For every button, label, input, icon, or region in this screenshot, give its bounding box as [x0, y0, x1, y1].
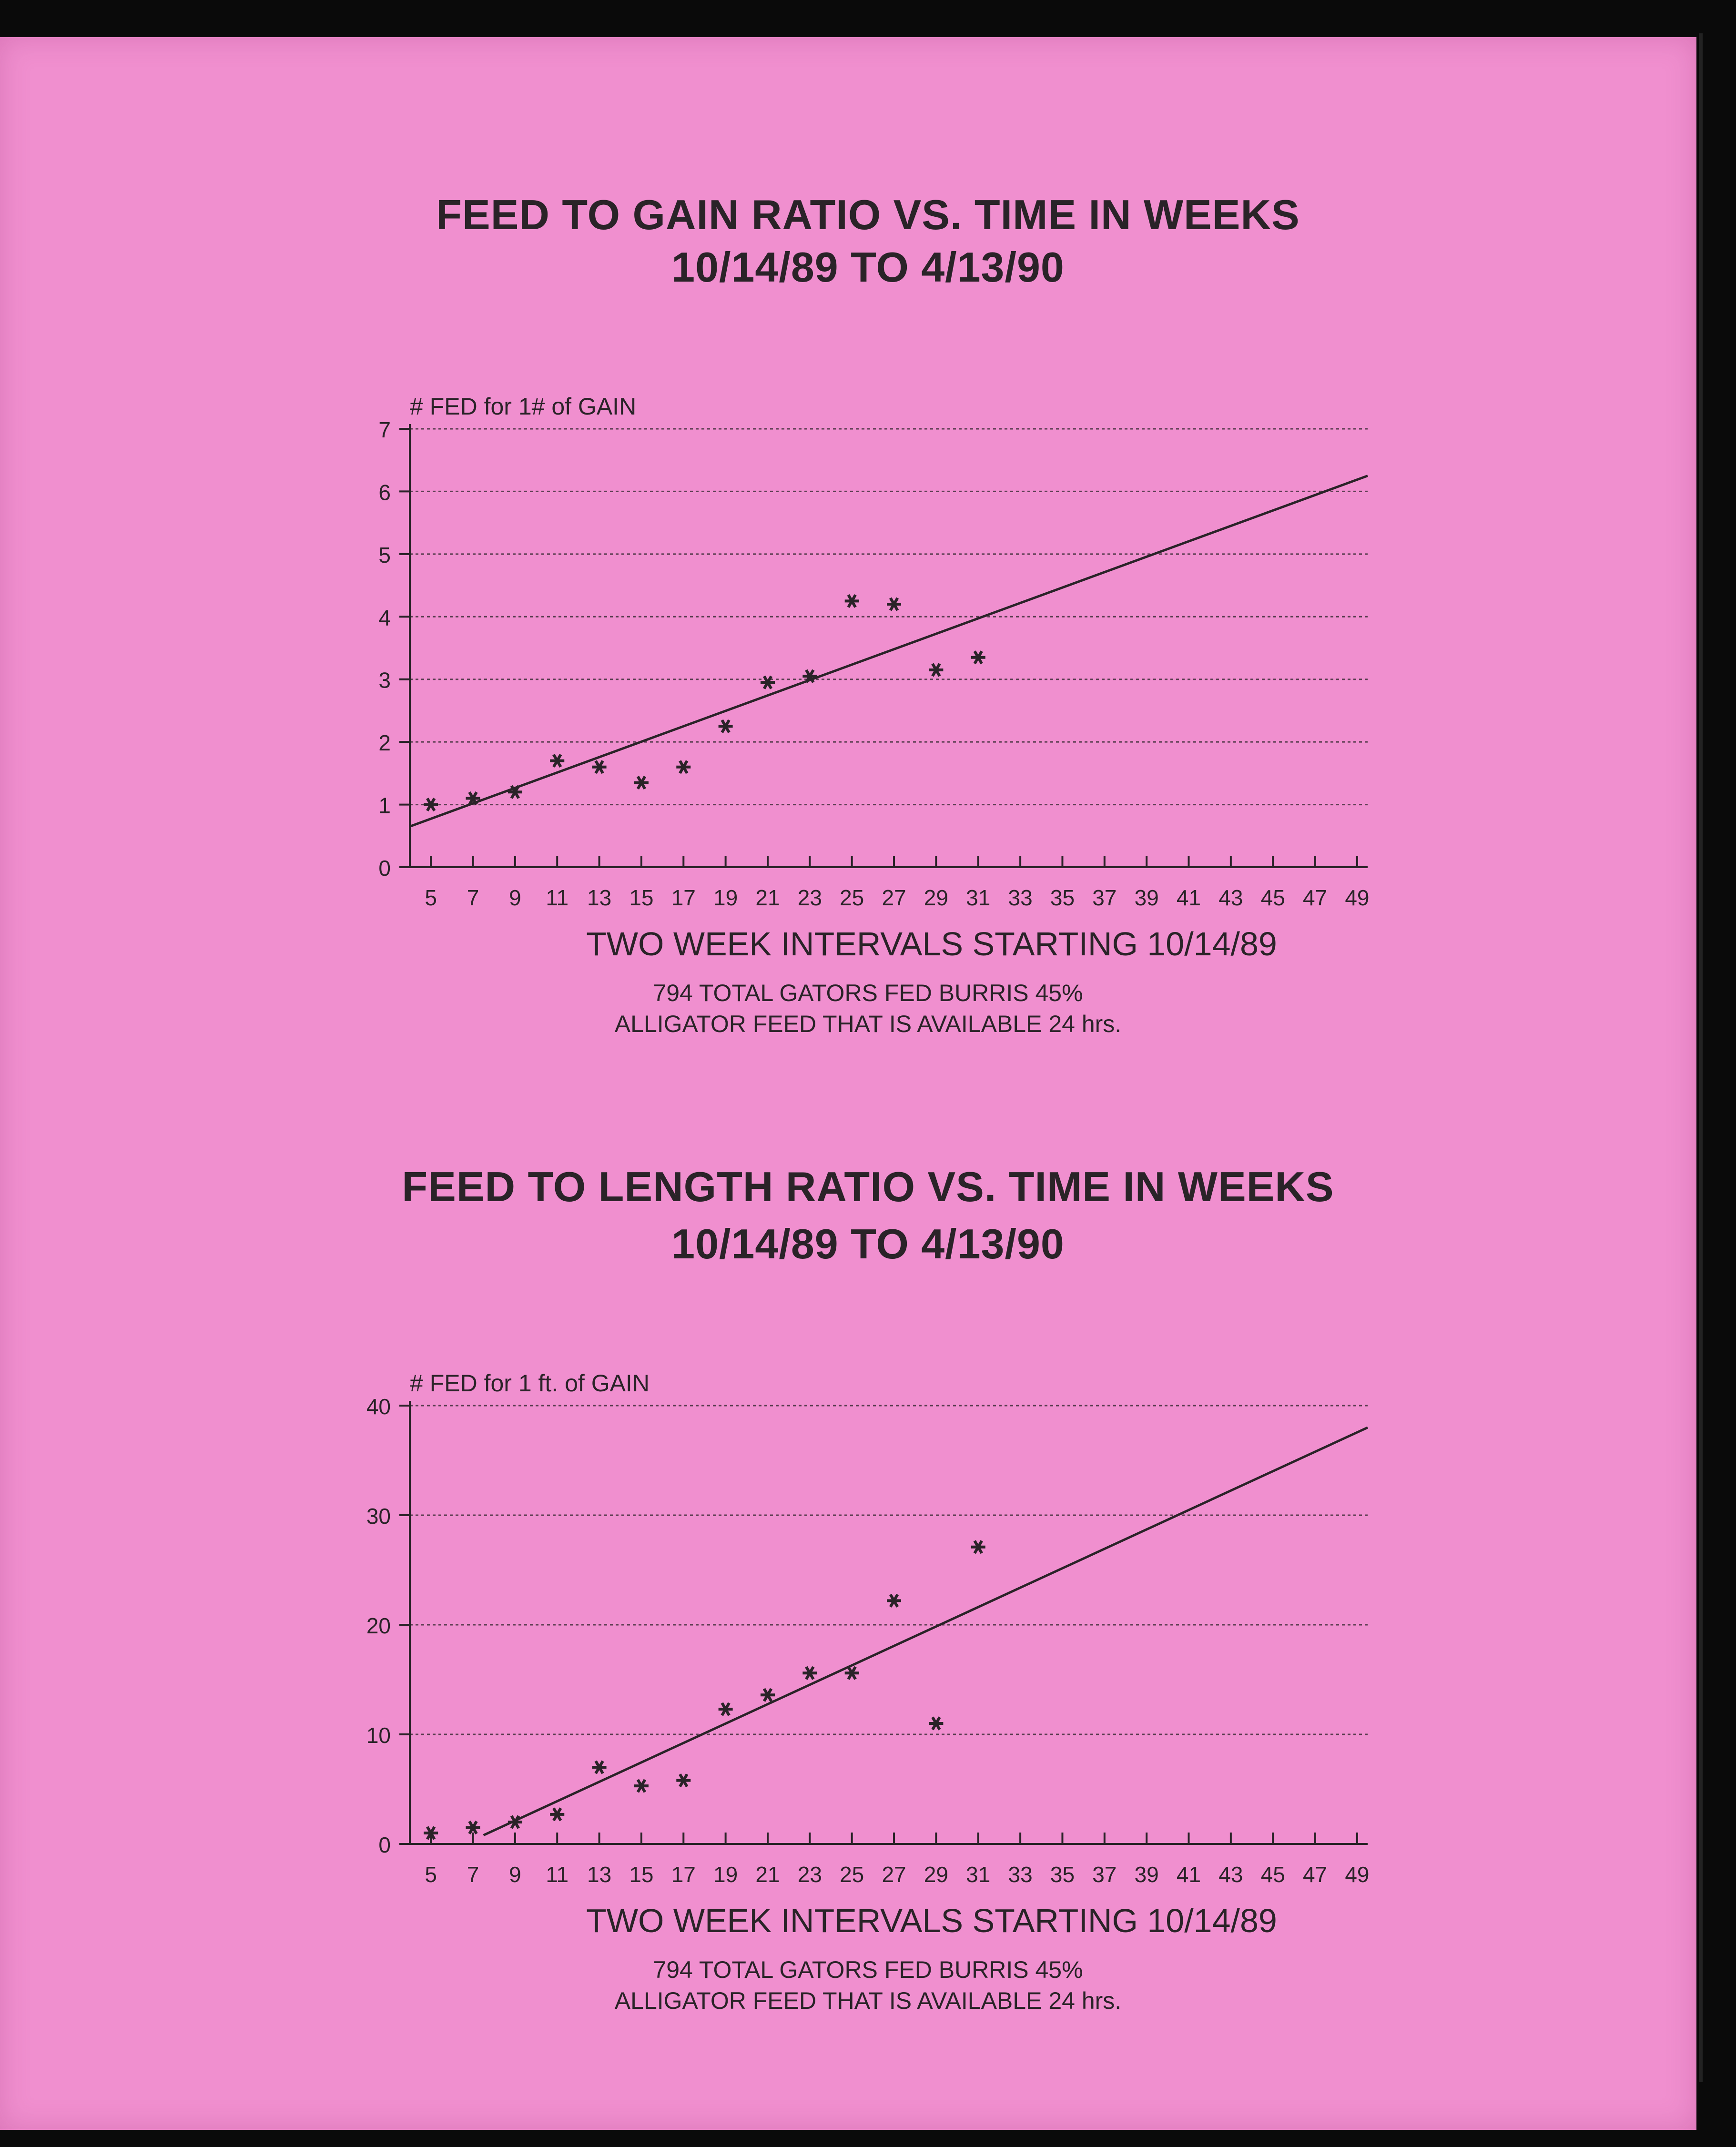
chart1-subtitle: 10/14/89 TO 4/13/90 — [671, 243, 1065, 291]
chart2-title: FEED TO LENGTH RATIO VS. TIME IN WEEKS — [402, 1163, 1334, 1210]
chart1-data-point — [971, 651, 985, 664]
chart2-x-tick-label: 39 — [1134, 1862, 1159, 1887]
chart2-data-point — [676, 1774, 690, 1787]
chart2-x-tick-label: 15 — [629, 1862, 654, 1887]
chart1-x-tick-label: 23 — [797, 885, 822, 910]
chart1-x-tick-label: 17 — [671, 885, 696, 910]
chart2-x-axis-label: TWO WEEK INTERVALS STARTING 10/14/89 — [586, 1902, 1277, 1939]
chart1-x-tick-label: 31 — [966, 885, 991, 910]
chart1-note-line1: 794 TOTAL GATORS FED BURRIS 45% — [653, 980, 1083, 1006]
chart2-y-axis-label: # FED for 1 ft. of GAIN — [410, 1370, 650, 1397]
chart1-title: FEED TO GAIN RATIO VS. TIME IN WEEKS — [436, 191, 1300, 238]
chart1-y-tick-label: 1 — [378, 793, 391, 818]
chart2-note-line1: 794 TOTAL GATORS FED BURRIS 45% — [653, 1956, 1083, 1983]
chart2-data-point — [550, 1808, 564, 1821]
chart2-x-tick-label: 41 — [1176, 1862, 1201, 1887]
chart1-x-tick-label: 5 — [425, 885, 437, 910]
chart1-x-tick-label: 49 — [1345, 885, 1370, 910]
chart1-x-tick-label: 25 — [840, 885, 864, 910]
chart1-x-tick-label: 21 — [755, 885, 780, 910]
chart1-x-tick-label: 7 — [467, 885, 479, 910]
chart1-y-tick-label: 7 — [378, 417, 391, 442]
chart2-x-tick-label: 13 — [587, 1862, 612, 1887]
chart2-x-tick-label: 31 — [966, 1862, 991, 1887]
chart2-y-tick-label: 20 — [366, 1613, 391, 1638]
chart2-x-tick-label: 9 — [509, 1862, 521, 1887]
chart1-y-tick-label: 2 — [378, 730, 391, 756]
chart1-x-tick-label: 19 — [713, 885, 738, 910]
chart1-data-point — [845, 595, 859, 607]
chart2-x-tick-label: 27 — [882, 1862, 906, 1887]
chart1-x-tick-label: 45 — [1260, 885, 1285, 910]
feed-to-gain-chart — [0, 372, 1736, 972]
chart1-x-tick-label: 15 — [629, 885, 654, 910]
chart2-y-tick-label: 0 — [378, 1833, 391, 1857]
chart1-x-tick-label: 47 — [1302, 885, 1328, 910]
chart1-trendline — [410, 476, 1368, 827]
chart2-data-point — [971, 1541, 985, 1553]
chart2-data-point — [802, 1667, 817, 1679]
chart1-note-line2: ALLIGATOR FEED THAT IS AVAILABLE 24 hrs. — [614, 1011, 1122, 1037]
chart1-x-tick-label: 43 — [1218, 885, 1243, 910]
chart2-x-tick-label: 47 — [1302, 1862, 1328, 1887]
chart2-data-point — [761, 1689, 775, 1701]
chart2-x-tick-label: 17 — [671, 1862, 696, 1887]
chart1-x-tick-label: 29 — [924, 885, 948, 910]
chart2-data-point — [634, 1780, 649, 1792]
chart1-data-point — [761, 676, 775, 689]
chart1-data-point — [634, 777, 649, 789]
chart1-y-tick-label: 5 — [378, 542, 391, 567]
chart2-x-tick-label: 49 — [1345, 1862, 1370, 1887]
chart2-y-tick-label: 40 — [366, 1394, 391, 1419]
chart2-x-tick-label: 43 — [1218, 1862, 1243, 1887]
chart2-x-tick-label: 11 — [546, 1862, 569, 1887]
chart1-x-tick-label: 35 — [1050, 885, 1075, 910]
chart2-subtitle: 10/14/89 TO 4/13/90 — [671, 1220, 1065, 1267]
chart1-x-tick-label: 11 — [546, 885, 569, 910]
chart1-y-tick-label: 3 — [378, 668, 391, 693]
chart2-x-tick-label: 23 — [797, 1862, 822, 1887]
chart1-data-point — [887, 598, 901, 610]
chart2-y-tick-label: 30 — [366, 1504, 391, 1529]
chart1-x-axis-label: TWO WEEK INTERVALS STARTING 10/14/89 — [586, 925, 1277, 962]
chart2-trendline — [484, 1428, 1368, 1835]
chart1-x-tick-label: 39 — [1134, 885, 1159, 910]
chart1-x-tick-label: 27 — [882, 885, 906, 910]
chart1-data-point — [424, 799, 438, 811]
chart2-x-tick-label: 37 — [1092, 1862, 1117, 1887]
chart1-x-tick-label: 41 — [1176, 885, 1201, 910]
chart2-note-line2: ALLIGATOR FEED THAT IS AVAILABLE 24 hrs. — [614, 1987, 1122, 2014]
chart2-data-point — [466, 1822, 480, 1834]
chart2-y-tick-label: 10 — [366, 1723, 391, 1748]
chart1-data-point — [550, 755, 564, 767]
chart1-y-tick-label: 0 — [378, 856, 391, 881]
chart2-data-point — [592, 1761, 607, 1773]
chart1-data-point — [676, 761, 690, 773]
chart1-data-point — [929, 664, 943, 676]
chart2-x-tick-label: 7 — [467, 1862, 479, 1887]
chart2-x-tick-label: 45 — [1260, 1862, 1285, 1887]
chart2-data-point — [887, 1594, 901, 1607]
chart1-x-tick-label: 9 — [509, 885, 521, 910]
chart1-y-tick-label: 4 — [378, 605, 391, 630]
chart2-x-tick-label: 33 — [1008, 1862, 1033, 1887]
chart2-x-tick-label: 21 — [755, 1862, 780, 1887]
chart2-x-tick-label: 19 — [713, 1862, 738, 1887]
chart1-data-point — [592, 761, 607, 773]
chart2-x-tick-label: 25 — [840, 1862, 864, 1887]
chart2-data-point — [929, 1717, 943, 1730]
chart1-x-tick-label: 37 — [1092, 885, 1117, 910]
feed-to-length-chart — [0, 1348, 1736, 1949]
chart2-x-tick-label: 35 — [1050, 1862, 1075, 1887]
chart2-data-point — [719, 1703, 733, 1715]
chart1-y-axis-label: # FED for 1# of GAIN — [410, 393, 637, 420]
chart1-x-tick-label: 33 — [1008, 885, 1033, 910]
chart1-y-tick-label: 6 — [378, 480, 391, 505]
chart1-data-point — [719, 720, 733, 732]
chart2-x-tick-label: 29 — [924, 1862, 948, 1887]
chart1-x-tick-label: 13 — [587, 885, 612, 910]
chart2-x-tick-label: 5 — [425, 1862, 437, 1887]
